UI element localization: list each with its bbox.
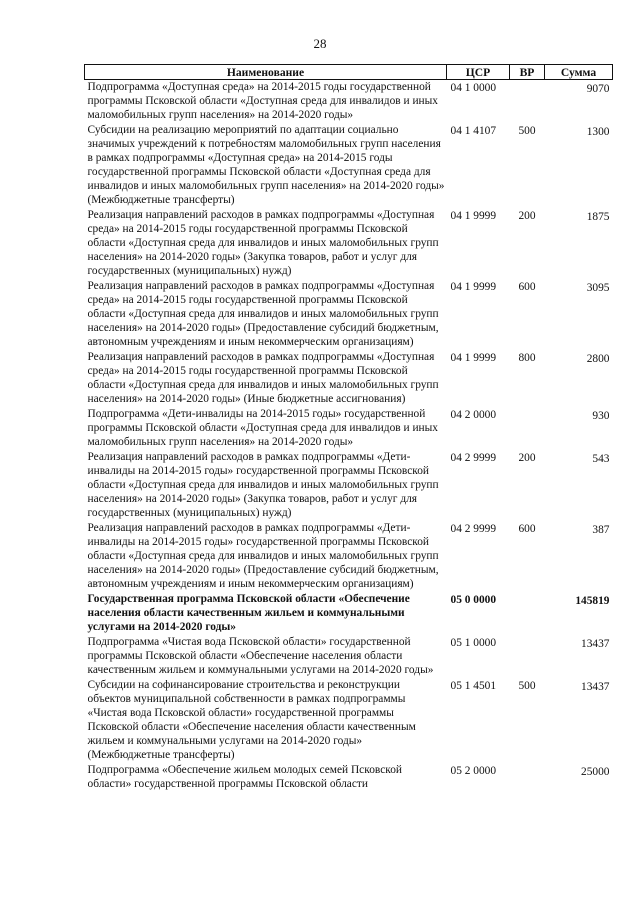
cell-sum: 9070 [586, 83, 610, 95]
table-row [85, 407, 613, 450]
table-row [85, 521, 613, 592]
cell-sum: 13437 [581, 638, 610, 650]
cell-sum: 1875 [586, 211, 610, 223]
cell-name: Реализация направлений расходов в рамках подпрограммы «Доступная среда» на 2014-2015 годы государственной программы Псковской области «Доступная среда для инвалидов и иных маломобильных групп населения» на 2014-2020 годы» (Закупка товаров, работ и услуг для государственных (муниципальных) нужд) [87, 209, 439, 277]
table-row [85, 678, 613, 763]
cell-name: Реализация направлений расходов в рамках подпрограммы «Дети-инвалиды на 2014-2015 годы» государственной программы Псковской области «Доступная среда для инвалидов и иных маломобильных групп населения» на 2014-2020 годы» (Предоставление субсидий бюджетным, автономным учреждениям и иным некоммерческим организациям) [87, 522, 439, 590]
cell-vr: 200 [518, 210, 536, 222]
table-row [85, 592, 613, 635]
cell-csr: 04 1 9999 [450, 210, 497, 222]
table-row [85, 208, 613, 279]
table-row [85, 450, 613, 521]
cell-name: Подпрограмма «Доступная среда» на 2014-2015 годы государственной программы Псковской области «Доступная среда для инвалидов и иных маломобильных групп населения» на 2014-2020 годы» [87, 81, 438, 121]
cell-name: Подпрограмма «Чистая вода Псковской области» государственной программы Псковской области «Обеспечение населения области качественным жильем и коммунальными услугами на 2014-2020 годы» [87, 636, 434, 676]
table-row [85, 350, 613, 407]
cell-csr: 04 2 9999 [450, 452, 497, 464]
cell-vr: 600 [518, 523, 536, 535]
cell-vr: 500 [518, 125, 536, 137]
cell-csr: 04 2 9999 [450, 523, 497, 535]
cell-name: Реализация направлений расходов в рамках подпрограммы «Доступная среда» на 2014-2015 годы государственной программы Псковской области «Доступная среда для инвалидов и иных маломобильных групп населения» на 2014-2020 годы» (Иные бюджетные ассигнования) [87, 351, 439, 405]
table-row [85, 763, 613, 792]
cell-sum: 1300 [586, 126, 610, 138]
budget-table [84, 64, 613, 792]
header-vr: ВР [510, 65, 545, 80]
cell-sum: 930 [592, 410, 610, 422]
cell-sum: 13437 [581, 681, 610, 693]
cell-csr: 05 0 0000 [450, 594, 497, 606]
cell-csr: 04 2 0000 [450, 409, 497, 421]
cell-name: Субсидии на реализацию мероприятий по адаптации социально значимых учреждений к потребностям маломобильных групп населения в рамках подпрограммы «Доступная среда» на 2014-2015 годы государственной программы Псковской области «Доступная среда для инвалидов и иных маломобильных групп населения» на 2014-2020 годы» (Межбюджетные трансферты) [87, 124, 445, 206]
cell-sum: 25000 [581, 766, 610, 778]
table-row [85, 279, 613, 350]
cell-vr: 200 [518, 452, 536, 464]
header-csr: ЦСР [447, 65, 510, 80]
table-body [85, 80, 613, 793]
cell-csr: 04 1 9999 [450, 281, 497, 293]
cell-vr [510, 592, 545, 635]
cell-sum: 387 [592, 524, 610, 536]
cell-vr [510, 763, 545, 792]
table-row [85, 635, 613, 678]
table-row [85, 80, 613, 124]
header-sum: Сумма [545, 65, 613, 80]
header-name: Наименование [85, 65, 447, 80]
cell-vr: 500 [518, 680, 536, 692]
cell-csr: 05 1 4501 [450, 680, 497, 692]
table-row [85, 123, 613, 208]
cell-sum: 145819 [575, 595, 610, 607]
cell-csr: 05 1 0000 [450, 637, 497, 649]
table-header [85, 65, 613, 80]
cell-name: Государственная программа Псковской области «Обеспечение населения области качественным жильем и коммунальными услугами на 2014-2020 годы» [87, 593, 410, 633]
cell-vr: 800 [518, 352, 536, 364]
cell-name: Реализация направлений расходов в рамках подпрограммы «Доступная среда» на 2014-2015 годы государственной программы Псковской области «Доступная среда для инвалидов и иных маломобильных групп населения» на 2014-2020 годы» (Предоставление субсидий бюджетным, автономным учреждениям и иным некоммерческим организациям) [87, 280, 439, 348]
cell-vr [510, 80, 545, 124]
cell-csr: 04 1 0000 [450, 82, 497, 94]
cell-sum: 543 [592, 453, 610, 465]
cell-csr: 05 2 0000 [450, 765, 497, 777]
cell-name: Подпрограмма «Дети-инвалиды на 2014-2015 годы» государственной программы Псковской области «Доступная среда для инвалидов и иных маломобильных групп населения» на 2014-2020 годы» [87, 408, 438, 448]
cell-name: Подпрограмма «Обеспечение жильем молодых семей Псковской области» государственной программы Псковской области [87, 764, 403, 790]
cell-vr: 600 [518, 281, 536, 293]
cell-name: Реализация направлений расходов в рамках подпрограммы «Дети-инвалиды на 2014-2015 годы» государственной программы Псковской области «Доступная среда для инвалидов и иных маломобильных групп населения» на 2014-2020 годы» (Закупка товаров, работ и услуг для государственных (муниципальных) нужд) [87, 451, 439, 519]
cell-vr [510, 407, 545, 450]
cell-name: Субсидии на софинансирование строительства и реконструкции объектов муниципальной собственности в рамках подпрограммы «Чистая вода Псковской области» государственной программы Псковской области «Обеспечение населения области качественным жильем и коммунальными услугами на 2014-2020 годы» (Межбюджетные трансферты) [87, 679, 416, 761]
page-number: 28 [313, 36, 327, 51]
cell-vr [510, 635, 545, 678]
cell-csr: 04 1 9999 [450, 352, 497, 364]
cell-sum: 2800 [586, 353, 610, 365]
cell-sum: 3095 [586, 282, 610, 294]
cell-csr: 04 1 4107 [450, 125, 497, 137]
